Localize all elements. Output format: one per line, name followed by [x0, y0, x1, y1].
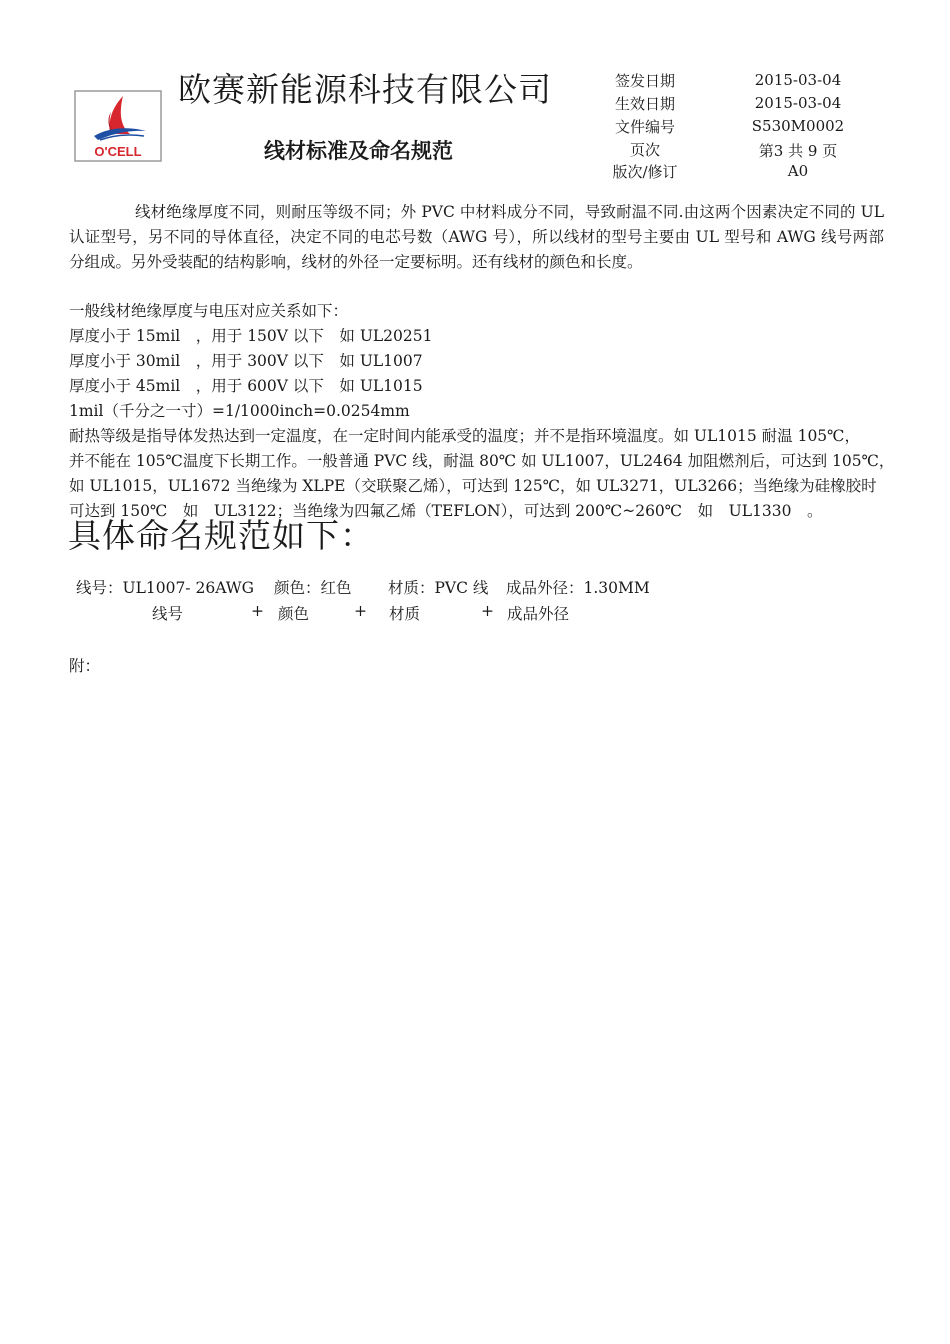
thickness-row-45mil: 厚度小于 45mil ，用于 600V 以下 如 UL1015: [69, 377, 423, 395]
formula-color: 颜色: [278, 605, 310, 623]
thickness-row-15mil: 厚度小于 15mil ，用于 150V 以下 如 UL20251: [69, 327, 433, 345]
formula-plus-2: +: [354, 602, 367, 620]
formula-wire-number: 线号: [152, 605, 184, 623]
meta-label-page: 页次: [629, 141, 660, 159]
meta-value-doc-number: S530M0002: [751, 117, 845, 135]
logo-text: O'CELL: [94, 144, 142, 159]
meta-label-doc-number: 文件编号: [614, 118, 675, 136]
formula-material: 材质: [389, 605, 421, 623]
example-outer-diameter: 成品外径：1.30MM: [506, 579, 650, 597]
heat-paragraph-line-2: 并不能在 105℃温度下长期工作。一般普通 PVC 线，耐温 80℃ 如 UL1007，UL2464 加阻燃剂后，可达到 105℃，: [69, 452, 895, 470]
thickness-row-30mil: 厚度小于 30mil ，用于 300V 以下 如 UL1007: [69, 352, 423, 370]
example-wire-number: 线号：UL1007- 26AWG: [76, 579, 255, 597]
company-logo: [74, 90, 162, 162]
company-name: 欧赛新能源科技有限公司: [178, 70, 552, 109]
mil-conversion-note: 1mil（千分之一寸）=1/1000inch=0.0254mm: [69, 402, 410, 420]
example-material: 材质：PVC 线: [388, 579, 489, 597]
meta-label-revision: 版次/修订: [612, 163, 678, 181]
appendix-label: 附：: [69, 657, 101, 675]
formula-plus-3: +: [481, 602, 494, 620]
meta-value-effective-date: 2015-03-04: [754, 94, 842, 112]
relation-title: 一般线材绝缘厚度与电压对应关系如下：: [69, 302, 349, 320]
heat-paragraph-line-1: 耐热等级是指导体发热达到一定温度，在一定时间内能承受的温度；并不是指环境温度。如 UL1015 耐温 105℃，: [69, 427, 861, 445]
formula-outer-diameter: 成品外径: [507, 605, 570, 623]
naming-heading: 具体命名规范如下：: [68, 516, 374, 555]
meta-value-issue-date: 2015-03-04: [754, 71, 842, 89]
meta-value-page: 第3 共 9 页: [758, 142, 838, 160]
example-color: 颜色：红色: [274, 579, 352, 597]
meta-label-effective-date: 生效日期: [614, 95, 675, 113]
heat-paragraph-line-3: 如 UL1015，UL1672 当绝缘为 XLPE（交联聚乙烯），可达到 125℃，如 UL3271，UL3266；当绝缘为硅橡胶时: [69, 477, 877, 495]
formula-plus-1: +: [251, 602, 264, 620]
document-title: 线材标准及命名规范: [264, 139, 453, 163]
meta-label-issue-date: 签发日期: [614, 72, 675, 90]
heat-paragraph-line-4: 可达到 150℃ 如 UL3122；当绝缘为四氟乙烯（TEFLON），可达到 200℃~260℃ 如 UL1330 。: [69, 502, 823, 520]
meta-value-revision: A0: [787, 162, 809, 180]
intro-paragraph: 线材绝缘厚度不同，则耐压等级不同；外 PVC 中材料成分不同，导致耐温不同.由这两个因素决定不同的 UL 认证型号，另不同的导体直径，决定不同的电芯号数（AWG 号），所以线材的型号主要由 UL 型号和 AWG 线号两部分组成。另外受装配的结构影响，线材的外径一定要标明。还有线材的颜色和长度。: [69, 203, 884, 271]
